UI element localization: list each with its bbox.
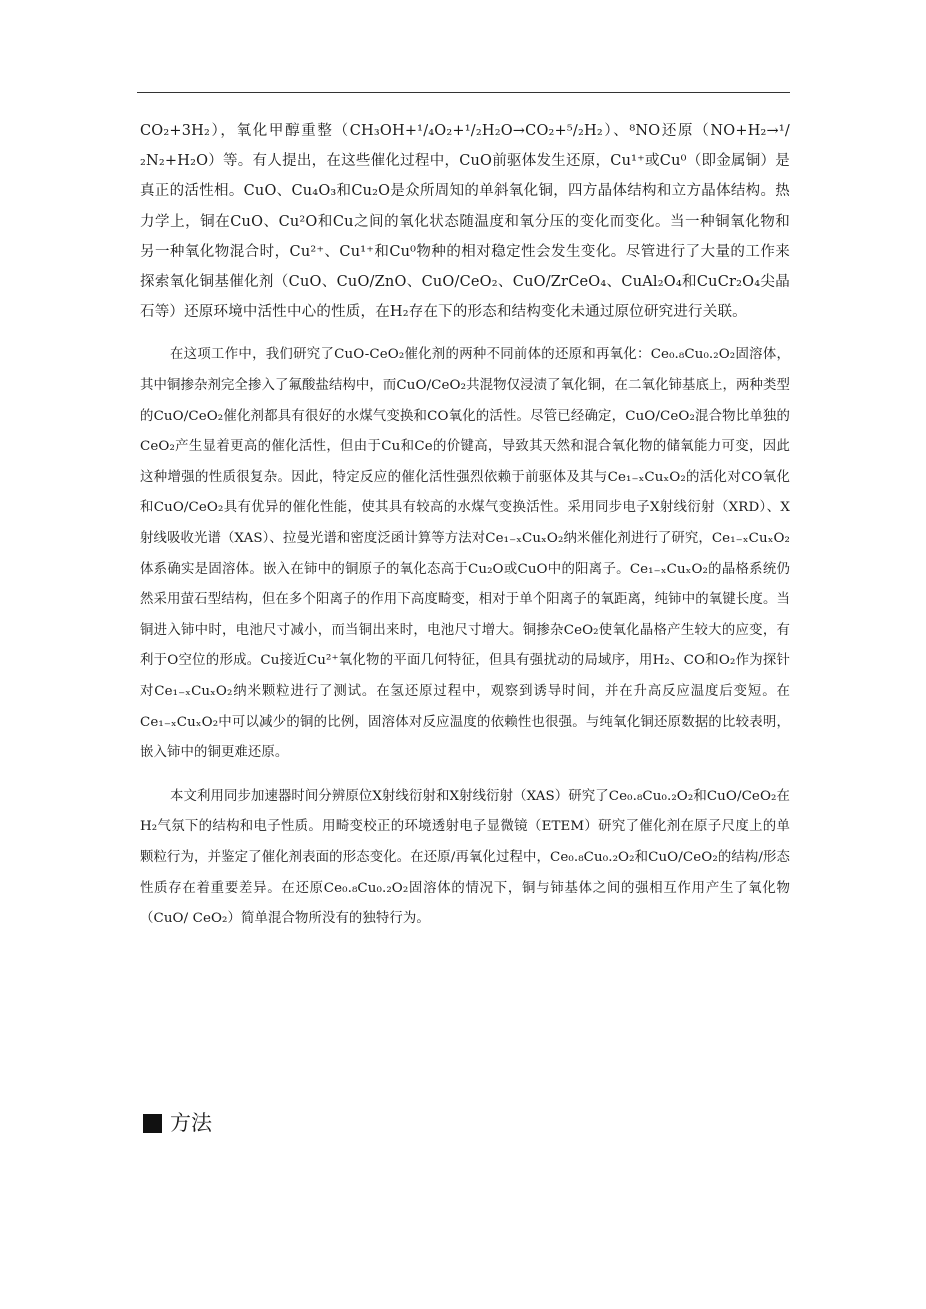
header-rule bbox=[137, 92, 790, 93]
paragraph-this-paper: 本文利用同步加速器时间分辨原位X射线衍射和X射线衍射（XAS）研究了Ce₀.₈Cu₀.₂O₂和CuO/CeO₂在H₂气氛下的结构和电子性质。用畸变校正的环境透射电子显微镜（ETEM）研究了催化剂在原子尺度上的单颗粒行为，并鉴定了催化剂表面的形态变化。在还原/再氧化过程中，Ce₀.₈Cu₀.₂O₂和CuO/CeO₂的结构/形态性质存在着重要差异。在还原Ce₀.₈Cu₀.₂O₂固溶体的情况下，铜与铈基体之间的强相互作用产生了氧化物（CuO/ CeO₂）简单混合物所没有的独特行为。 bbox=[140, 788, 790, 927]
section-heading bbox=[143, 1108, 212, 1138]
document-body bbox=[140, 116, 790, 948]
paragraph-this-work: 在这项工作中，我们研究了CuO-CeO₂催化剂的两种不同前体的还原和再氧化：Ce₀.₈Cu₀.₂O₂固溶体，其中铜掺杂剂完全掺入了氟酸盐结构中，而CuO/CeO₂共混物仅浸渍了氧化铜，在二氧化铈基底上，两种类型的CuO/CeO₂催化剂都具有很好的水煤气变换和CO氧化的活性。尽管已经确定，CuO/CeO₂混合物比单独的CeO₂产生显着更高的催化活性，但由于Cu和Ce的价键高，导致其天然和混合氧化物的储氧能力可变，因此这种增强的性质很复杂。因此，特定反应的催化活性强烈依赖于前驱体及其与Ce₁₋ₓCuₓO₂的活化对CO氧化和CuO/CeO₂具有优异的催化性能，使其具有较高的水煤气变换活性。采用同步电子X射线衍射（XRD）、X射线吸收光谱（XAS）、拉曼光谱和密度泛函计算等方法对Ce₁₋ₓCuₓO₂纳米催化剂进行了研究，Ce₁₋ₓCuₓO₂体系确实是固溶体。嵌入在铈中的铜原子的氧化态高于Cu₂O或CuO中的阳离子。Ce₁₋ₓCuₓO₂的晶格系统仍然采用萤石型结构，但在多个阳离子的作用下高度畸变，相对于单个阳离子的氧距离，纯铈中的氧键长度。当铜进入铈中时，电池尺寸减小，而当铜出来时，电池尺寸增大。铜掺杂CeO₂使氧化晶格产生较大的应变，有利于O空位的形成。Cu接近Cu²⁺氧化物的平面几何特征，但具有强扰动的局域序，用H₂、CO和O₂作为探针对Ce₁₋ₓCuₓO₂纳米颗粒进行了测试。在氢还原过程中，观察到诱导时间，并在升高反应温度后变短。在Ce₁₋ₓCuₓO₂中可以减少的铜的比例，固溶体对反应温度的依赖性也很强。与纯氧化铜还原数据的比较表明，嵌入铈中的铜更难还原。 bbox=[140, 347, 791, 761]
paragraph-intro: CO₂+3H₂），氧化甲醇重整（CH₃OH+¹/₄O₂+¹/₂H₂O→CO₂+⁵/₂H₂）、⁸NO还原（NO+H₂→¹/₂N₂+H₂O）等。有人提出，在这些催化过程中，CuO前驱体发生还原，Cu¹⁺或Cu⁰（即金属铜）是真正的活性相。CuO、Cu₄O₃和Cu₂O是众所周知的单斜氧化铜，四方晶体结构和立方晶体结构。热力学上，铜在CuO、Cu²O和Cu之间的氧化状态随温度和氧分压的变化而变化。当一种铜氧化物和另一种氧化物混合时，Cu²⁺、Cu¹⁺和Cu⁰物种的相对稳定性会发生变化。尽管进行了大量的工作来探索氧化铜基催化剂（CuO、CuO/ZnO、CuO/CeO₂、CuO/ZrCeO₄、CuAl₂O₄和CuCr₂O₄尖晶石等）还原环境中活性中心的性质，在H₂存在下的形态和结构变化未通过原位研究进行关联。 bbox=[140, 123, 790, 321]
section-heading-text: 方法 bbox=[170, 1111, 212, 1135]
square-bullet-icon bbox=[143, 1114, 162, 1133]
